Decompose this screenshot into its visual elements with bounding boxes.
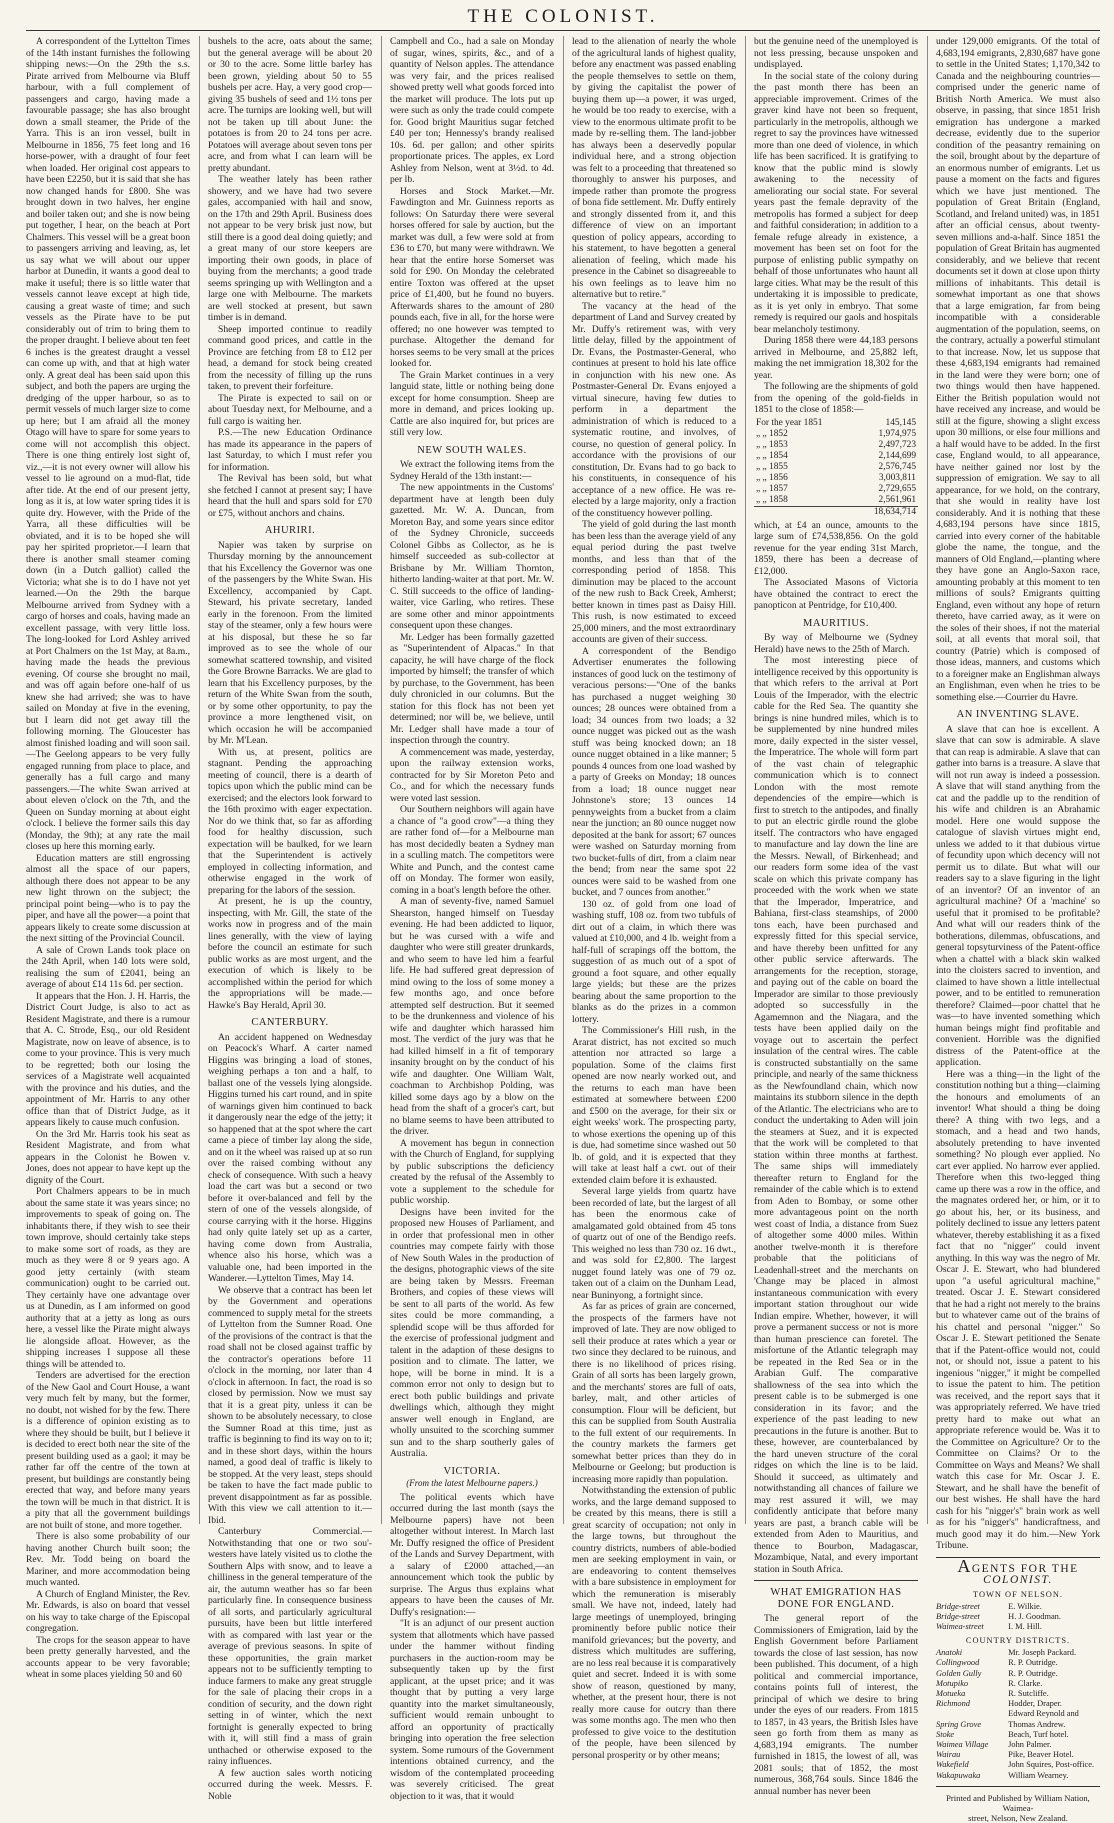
agent-place: Stoke (936, 1729, 955, 1739)
article-paragraph: The most interesting piece of intelligence received by this opportunity is that which refers to the arrival at Port Louis of the Imperador, with the electric cable for the Red Sea. The quantity she brings is nine hundred miles, which is to be supplemented by nine hundred miles more, daily expected in the sister vessel, the Imperatrice. The whole will form part of the vast chain of telegraphic communication which is to connect London with the most remote dependencies of the empire—which is first to stretch to the antipodes, and finally to put an electric girdle round the globe itself. The contractors who have engaged to manufacture and lay down the line are the Messrs. Newall, of Birkenhead; and our readers form some idea of the vast scale on which this private company has proceeded with the work when we state that the Imperador, Imperatrice, and Bahiana, first-class steamships, of 2000 tons each, have been purchased and expressly fitted for this special service, and have thereby been unfitted for any other public service afterwards. The arrangements for the reception, storage, and paying out of the cable on board the Imperador are similar to those previously adopted so successfully in the Agamemnon and the Niagara, and the tests have been applied daily on the voyage out to ascertain the perfect insulation of the central wires. The cable is constructed substantially on the same principle, and nearly of the same thickness as the Newfoundland chain, which now maintains its stubborn silence in the depth of the Atlantic. The electricians who are to conduct the undertaking to Aden will join the steamers at Suez, and it is expected that the work will be completed to that station within three months at farthest. The same ships will immediately thereafter return to England for the remainder of the cable which is to extend from Aden to Bombay, or some other more advantageous point on the north west coast of India, a distance from Suez of altogether some 4000 miles. Within another twelve-month it is therefore probable that the politicians of Leadenhall-street and the merchants on 'Change may be placed in almost instantaneous communication with every important station throughout our wide Indian empire. Whether, however, it will prove a permanent success or not is more than human prescience can foretel. The misfortune of the Atlantic telegraph may be repeated in the Red Sea or in the Arabian Gulf. The comparative shallowness of the sea into which the present cable is to be submerged is one consideration in its favor; and the experience of the past leading to new precautions in the future is another. But to these, however, are counterbalanced by the hard uneven structure of the coral ridges on which the line is to be laid. Should it succeed, as ultimately and notwithstanding all chances of failure we may rest assured it will, we may confidently anticipate that before many years are past, a branch cable will be extended from Aden to Mauritius, and thence to Bourbon, Madagascar, Mozambique, Natal, and every important station in South Africa. (754, 655, 918, 1575)
article-paragraph: Here was a thing—in the light of the constitution nothing but a thing—claiming the honours and emoluments of an inventor! What should a thing be doing there? A thing with two legs, and a stomach, and a head and two hands, absolutely pretending to have invented something? No plough ever applied. No cart ever applied. No harrow ever applied. Therefore when this two-legged thing came up there was a row in the office, and the magnates ordered her, or him, or it to go about his, her, or its business, and politely declined to issue any letters patent whatever, thereby establishing it as a fixed fact that no "nigger" could invent anything. In this way was the negro of Mr. Oscar J. E. Stewart, who had blundered upon "a useful agricultural machine," treated. Oscar J. E. Stewart considered that he had a right not merely to the brains but to whatever came out of the brains of his chattel and personal "nigger." So Oscar J. E. Stewart petitioned the Senate that if the Patent-office would not, could not, or should not, issue a patent to his ingenious "nigger," it might be compelled to issue the patent to him. The petition was received, and the report says that it was appropriately referred. We have tried pretty hard to make out what an appropriate reference would be. Was it to the Committee on Agriculture? Or to the Committee on Claims? Or to the Committee on Ways and Means? We shall watch this case for Mr. Oscar J. E. Stewart, and he shall have the benefit of our best wishes. He shall have the hard cash for his "nigger's" brain work as well as for his "nigger's" handicraftness, and much good may it do him.—New York Tribune. (936, 1068, 1100, 1551)
row-value: 2,561,961 (878, 494, 916, 505)
printer-imprint (936, 1793, 1100, 1823)
agent-row (936, 1658, 1100, 1668)
agent-place: Anatoki (936, 1648, 963, 1658)
agent-name: John Palmer. (1008, 1739, 1052, 1749)
column-6 (927, 36, 1100, 1823)
row-value: 2,144,699 (878, 450, 916, 461)
article-paragraph: The weather lately has been rather showery, and we have had two severe gales, accompanied with hail and snow, on the 17th and 29th April. Business does not appear to be very brisk just now, but still there is a good deal doing quietly; and a great many of our store keepers are importing their own goods, in place of buying from the merchants; a good trade seems springing up with Wellington and a large one with Melbourne. The markets are well stocked at present, but sawn timber is in demand. (208, 174, 372, 323)
section-divider (754, 1580, 918, 1581)
section-heading: CANTERBURY. (251, 1017, 329, 1028)
agent-name: Hodder, Draper. (1008, 1699, 1063, 1709)
article-paragraph: A few auction sales worth noticing occurred during the week. Messrs. F. Noble (208, 1767, 372, 1802)
article-paragraph: The vacancy at the head of the department of Land and Survey created by Mr. Duffy's retirement was, with very little delay, filled by the appointment of Dr. Evans, the Postmaster-General, who continues at present to hold his late office in conjunction with his new one. As Postmaster-General Dr. Evans enjoyed a virtual sinecure, having few duties to perform in a department the administration of which is reduced to a systematic routine, and involves, of course, no question of general policy. In accordance with the provisions of our constitution, Dr. Evans had to go back to his constituents, in consequence of his acceptance of a new office. He was re-elected by a large majority, only a fraction of the constituency however polling. (572, 300, 736, 519)
imprint-line: Printed and Published by William Nation, Waimea- (946, 1792, 1090, 1813)
article-paragraph: lead to the alienation of nearly the whole of the agricultural lands of highest quality, before any enactment was passed enabling the people themselves to settle on them, by giving the capitalist the power of buying them up—a power, it was urged, he would be too ready to exercise, with a view to the enormous ultimate profit to be made by re-selling them. The land-jobber has always been a deservedly popular individual here, and a strong objection was felt to a proceeding that threatened so thoroughly to answer his purposes, and impede rather than promote the progress of bona fide settlement. Mr. Duffy entirely and strongly dissented from it, and this difference of view on an important question of policy appears, according to his statement, to have begotten a general alienation of feeling, which made his presence in the Cabinet so disagreeable to his own feelings as to leave him no alternative but to retire." (572, 36, 736, 300)
table-row (754, 451, 918, 462)
table-row (754, 418, 918, 429)
agent-name: Edward Reynold and (1008, 1709, 1079, 1719)
agent-row (936, 1760, 1100, 1770)
article-paragraph: On the 3rd Mr. Harris took his seat as Resident Magistrate, and from what appears in the Colonist he Bowen v. Jones, does not appear to have kept up the dignity of the Court. (26, 1128, 190, 1186)
agent-name: William Wearney. (1008, 1770, 1069, 1780)
agent-row (936, 1709, 1100, 1719)
agent-row (936, 1689, 1100, 1699)
column-5 (745, 36, 919, 1797)
article-paragraph: Our Southern neighbors will again have a chance of "a good crow"—a thing they are rather fond of—for a Melbourne man has most decidedly beaten a Sydney man in a sculling match. The competitors were White and Punch, and the contest came off on Monday. The former won easily, coming in a boat's length before the other. (390, 804, 554, 896)
masthead-rule (26, 30, 1100, 31)
row-label: „ „ 1854 (756, 450, 788, 461)
article-paragraph: Several large yields from quartz have been recorded of late, but the largest of all has been the enormous cake of amalgamated gold obtained from 45 tons of quartz out of one of the Bendigo reefs. This weighed no less than 730 oz. 16 dwt., and was sold for £2,800. The largest nugget found lately was one of 79 oz. taken out of a claim on the Dunham Lead, near Buninyong, a fortnight since. (572, 1186, 736, 1301)
article-paragraph: 130 oz. of gold from one load of washing stuff, 108 oz. from two tubfuls of dirt out of a claim, in which there was valued at £10,000, and 4 lb. weight from a half-full of scrapings off the bottom, the suggestion of as much out of a spot of ground a foot square, and other equally large yields; but these are the prizes bearing about the same proportion to the blanks as do the prizes in a common lottery. (572, 898, 736, 1025)
article-paragraph: During 1858 there were 44,183 persons arrived in Melbourne, and 25,882 left, making the net immigration 18,302 for the year. (754, 335, 918, 381)
article-paragraph: The yield of gold during the last month has been less than the average yield of any equal period during the past twelve months, and less than that of the corresponding period of 1858. This diminution may be placed to the account of the new rush to Back Creek, Amherst; better known in times past as Daisy Hill. This rush, is now estimated to exceed 25,000 miners, and the most extraordinary accounts are given of their success. (572, 519, 736, 645)
article-paragraph: A movement has begun in connection with the Church of England, for supplying by public subscriptions the deficiency created by the refusal of the Assembly to vote a supplement to the schedule for public worship. (390, 1137, 554, 1206)
article-paragraph: bushels to the acre, oats about the same; but the general average will be about 20 or 30 to the acre. Some little barley has been grown, yielding about 50 to 55 bushels per acre. Hay, a very good crop—giving 35 bushels of seed and 1½ tons per acre. The turnips are looking well, but will not be taken up till about June: the potatoes is from 20 to 24 tons per acre. Potatoes will average about seven tons per acre, and from what I can learn will be pretty abundant. (208, 36, 372, 174)
town-agents-list (936, 1602, 1100, 1633)
agent-name: Pike, Beaver Hotel. (1008, 1750, 1074, 1760)
article-paragraph: A man of seventy-five, named Samuel Shearston, hanged himself on Tuesday evening. He had been addicted to liquor, but he was cursed with a wife and daughter who were still greater drunkards, and who seem to have led him a fearful life. He had suffered great depression of mind owing to the loss of some money a few months ago, and once before attempted self destruction. But it seemed to be the drunkenness and violence of his wife and daughter which harassed him most. The verdict of the jury was that he had killed himself in a fit of temporary insanity brought on by the conduct of his wife and daughter. One William Walt, coachman to Archbishop Polding, was killed some days ago by a blow on the head from the shaft of a grocer's cart, but no blame seems to have been attributed to the driver. (390, 896, 554, 1137)
article-paragraph: In the social state of the colony during the past month there has been an appreciable improvement. Crimes of the graver kind have not been so frequent, particularly in the metropolis, although we regret to say the provinces have witnessed more than one deed of violence, in which life has been sacrificed. It is gratifying to know that the public mind is slowly awakening to the necessity of ameliorating our social state. For several years past the female depravity of the metropolis has formed a subject for deep and faithful consideration; in addition to a female refuge already in existence, a movement has been set on foot for the purpose of enlisting public sympathy on behalf of those unfortunates who haunt all large cities. What may be the result of this undertaking it is impossible to predicate, as it is yet only in embryo. That some remedy is required our gaols and hospitals bear melancholy testimony. (754, 70, 918, 335)
article-paragraph: but the genuine need of the unemployed is not less pressing, because unspoken and undisplayed. (754, 36, 918, 70)
table-row (754, 440, 918, 451)
article-paragraph: The following are the shipments of gold from the opening of the gold-fields in 1851 to the close of 1858:— (754, 381, 919, 415)
agent-row (936, 1720, 1100, 1730)
article-paragraph: The Grain Market continues in a very languid state, little or nothing being done except for home consumption. Sheep are more in demand, and prices looking up. Cattle are also inquired for, but prices are still very low. (390, 369, 554, 438)
agent-name: John Squires, Post-office. (1008, 1760, 1095, 1770)
table-row (754, 429, 918, 440)
column-2 (199, 36, 372, 1802)
row-label: „ „ 1856 (756, 472, 788, 483)
table-total-row (754, 506, 918, 518)
article-columns (26, 36, 1100, 1823)
agent-name: R. P. Outridge. (1008, 1668, 1058, 1678)
column-4 (563, 36, 737, 1761)
agent-row (936, 1740, 1100, 1750)
agent-name: R. Sutcliffe. (1008, 1688, 1049, 1698)
article-paragraph: Education matters are still engrossing almost all the space of our papers, although there does not appear to be any new light thrown on the subject; the principal point being—who is to pay the piper, and have all the power—a point that appears likely to create some discussion at the next sitting of the Provincial Council. (26, 852, 190, 944)
article-paragraph: Sheep imported continue to readily command good prices, and cattle in the Province are fetching from £8 to £12 per head, a demand for stock being created from the necessity of filling up the runs taken, to prevent their forfeiture. (208, 323, 372, 392)
article-paragraph: It appears that the Hon. J. H. Harris, the District Court Judge, is also to act as Resident Magistrate, and there is a rumour that A. C. Strode, Esq., our old Resident Magistrate, now on leave of absence, is to come to your province. This is very much to be regretted; both our losing the services of a Magistrate well acquainted with the province and his duties, and the appointment of Mr. Harris to any other office than that of District Judge, as it appears likely to cause much confusion. (26, 990, 190, 1128)
country-agents-list (936, 1648, 1100, 1781)
section-heading: AHURIRI. (264, 525, 316, 536)
row-label: „ „ 1858 (756, 494, 788, 505)
article-paragraph: By way of Melbourne we (Sydney Herald) have news to the 25th of March. (754, 632, 918, 655)
row-value: 3,003,811 (878, 472, 916, 483)
section-heading: AN INVENTING SLAVE. (956, 709, 1080, 720)
agent-row (936, 1730, 1100, 1740)
agent-name: R. Clarke. (1008, 1678, 1043, 1688)
agents-subtitle-country: COUNTRY DISTRICTS. (965, 1635, 1071, 1645)
article-paragraph: Port Chalmers appears to be in much about the same state it was years since; no improvements to speak of going on. The inhabitants there, if they wish to see their town improve, should certainly take steps to make some sort of roads, as they are much as they were 8 or 9 years ago. A good jetty certainly (with steam communication) ought to be carried out. They certainly have one advantage over us at Dunedin, as I am informed on good authority that at a jetty as long as ours here, a vessel like the Pirate might always lie alongside afloat. However, as the shipping increases I suppose all these things will be attended to. (26, 1186, 190, 1370)
article-paragraph: Horses and Stock Market.—Mr. Fawdington and Mr. Guinness reports as follows: On Saturday there were several horses offered for sale by auction, but the market was dull, a few were sold at from £36 to £70, but many were withdrawn. We hear that the entire horse Somerset was sold for £90. On Monday the celebrated entire Toxton was offered at the upset price of £1,400, but he found no buyers. Afterwards shares to the amount of 280 pounds each, five in all, for the horse were offered; no one however was tempted to purchase. Altogether the demand for horses seems to be very small at the prices looked for. (390, 185, 554, 369)
agents-title (936, 1555, 1100, 1587)
article-paragraph: A commencement was made, yesterday, upon the railway extension works, contracted for by Sir Moreton Peto and Co., and for which the necessary funds were voted last session. (390, 746, 554, 804)
article-paragraph: Campbell and Co., had a sale on Monday of sugar, wines, spirits, &c., and of a quantity of Nelson apples. The attendance was very fair, and the prices realised showed pretty well what goods forced into the market will produce. The lots put up were such as only the trade could compete for. Good bright Mauritius sugar fetched £40 per ton; Hennessy's brandy realised 10s. 6d. per gallon; and other spirits proportionate prices. The apples, ex Lord Ashley from Nelson, went at 3½d. to 4d. per lb. (390, 36, 554, 185)
imprint-line: street, Nelson, New Zealand. (968, 1812, 1068, 1823)
agents-subtitle-town: TOWN OF NELSON. (973, 1589, 1063, 1599)
article-paragraph: With us, at present, politics are stagnant. Pending the approaching meeting of council, there is a dearth of topics upon which the public mind can be exercised; and the electors look forward to the 16th proximo with eager expectation. Nor do we think that, so far as affording food for healthy discussion, such expectation will be baulked, for we learn that the Superintendent is actively employed in collecting information, and otherwise engaged in the work of preparing for the labors of the session. (208, 746, 372, 896)
agent-name: E. Wilkie. (1008, 1602, 1042, 1611)
article-paragraph: P.S.—The new Education Ordinance has made its appearance in the papers of last Saturday, to which I must refer you for information. (208, 427, 372, 473)
article-paragraph: A slave that can hoe is excellent. A slave that can sow is admirable. A slave that can reap is admirable. A slave that can gather into barns is a treasure. A slave that will not run away is indeed a possession. A slave that will stand anything from the cat and the paddle up to the rendition of his wife and children is an Abrahamic model. Here one would suppose the catalogue of slavish virtues might end, unless we added to it that dubious virtue of fecundity upon which decency will not permit us to dilate. But what will our readers say to a slave figuring in the light of an inventor? Of an inventor of an agricultural machine? Of a 'machine' so useful that it promised to be profitable? And what will our readers think of the botherations, dilemmas, obfuscations, and general topsyturviness of the Patent-office when a chattel with a black skin walked into the cloisters sacred to invention, and claimed to have shown a little intellectual power, and to be entitled to remuneration therefore? Claimed—poor chattel that he was—to have invented something which human beings might find profitable and convenient. Horrible was the dignified distress of the Patent-office at the application. (936, 723, 1100, 1068)
article-paragraph: The Associated Masons of Victoria have obtained the contract to erect the panopticon at Pentridge, for £10,400. (754, 577, 918, 611)
agent-place: Waimea Village (936, 1739, 989, 1749)
agent-name: R. P. Outridge. (1008, 1658, 1058, 1668)
agent-place: Collingwood (936, 1658, 980, 1668)
row-value: 1,974,975 (878, 428, 916, 439)
agent-place: Richmond (936, 1699, 970, 1709)
agents-initial: A (957, 1555, 972, 1576)
agent-name: I. M. Hill. (1008, 1622, 1042, 1632)
article-paragraph: We extract the following items from the Sydney Herald of the 13th instant:— (390, 459, 554, 482)
agent-place: Bridge-street (936, 1612, 980, 1622)
agent-row (936, 1679, 1100, 1689)
article-paragraph: under 129,000 emigrants. Of the total of 4,683,194 emigrants, 2,830,687 have gone to settle in the United States; 1,170,342 to Canada and the neighbouring countries—comprised under the generic name of British North America. We must also observe, in passing, that since 1851 Irish emigration has undergone a marked decrease, evidently due to the superior condition of the peasantry remaining on the soil, brought about by the departure of an enormous number of emigrants. Let us pause a moment on the facts and figures which we have just mentioned. The population of Great Britain (England, Scotland, and Ireland united) was, in 1851 after an official census, about twenty-seven millions and-a-half. Since 1851 the population of Great Britain has augmented considerably, and we believe that recent documents set it down at close upon thirty millions of inhabitants. This detail is somewhat important as one that shows that a large emigration, far from being incompatible with a considerable augmentation of the population, seems, on the contrary, actually a powerful stimulant to that increase. Now, let us suppose that these 4,683,194 emigrants had remained in the land were they were born; one of two things would then have happened. Either the British population would not have received any increase, and would be still at the figure, showing a slight excess upon 30 millions, or else four millions and a half would have to be added. In the first case, England would, to all appearance, have neither gained nor lost by the suppression of emigration. We say to all appearance, for we hold, on the contrary, that she would in reality have lost considerably. And it is nothing that these 4,683,194 persons have since 1815, carried into every corner of the habitable globe the name, the tongue, and the manners of Old England,—planting where they have gone an Anglo-Saxon race, amounting probably at this moment to ten millions of souls? Emigrants quitting England, even without any hope of return thereto, have carried away, as it were on the soles of their shoes, if not the material soil, at all events that moral soil, that country (Patrie) which is composed of those ideas, manners, and customs which to a foreigner make an Englishman always an Englishman, even when he tries to be something else.—Courrier du Havre. (936, 36, 1100, 703)
article-paragraph: Canterbury Commercial.— Notwithstanding that one or two sou'-westers have lately visited us to clothe the Southern Alps with snow, and to leave a chilliness in the general temperature of the air, the autumn weather has so far been particularly fine. In consequence business of all sorts, and particularly agricultural pursuits, have been but little interfered with as compared with last year or the average of previous seasons. In spite of these opportunities, the grain market appears not to be sufficiently tempting to induce farmers to make any great struggle for the sale of placing their crops in a condition of security, and the down right setting in of winter, which the next fortnight is generally expected to bring with it, will still find a mass of grain unthached or otherwise exposed to the rainy influences. (208, 1526, 372, 1767)
row-label: „ „ 1853 (756, 439, 788, 450)
row-label: „ „ 1852 (756, 428, 788, 439)
article-paragraph: Mr. Ledger has been formally gazetted as "Superintendent of Alpacas." In that capacity, he will have charge of the flock imported by himself; the transfer of which by purchase, to the Government, has been duly chronicled in our columns. But the station for this flock has not been yet determined; nor will be, we believe, until Mr. Ledger shall have made a tour of inspection through the country. (390, 631, 554, 746)
agents-title-text: GENTS FOR THE (971, 1562, 1079, 1575)
agent-place: Waimea-street (936, 1622, 984, 1632)
article-paragraph: The crops for the season appear to have been pretty generally harvested, and the accounts appear to be very favorable; wheat in some places yielding 50 and 60 (26, 1634, 190, 1680)
article-paragraph: There is also some probability of our having another Church built soon; the Rev. Mr. Todd being on board the Mariner, and more accommodation being much wanted. (26, 1531, 190, 1588)
article-paragraph: A Church of England Minister, the Rev. Mr. Edwards, is also on board that vessel on his way to take charge of the Episcopal congregation. (26, 1588, 190, 1634)
row-label: For the year 1851 (756, 417, 823, 428)
column-3 (381, 36, 554, 1802)
agent-place: Motupiko (936, 1678, 969, 1688)
agent-row (936, 1771, 1100, 1781)
section-heading: MAURITIUS. (803, 617, 869, 629)
article-paragraph: "It is an adjunct of our present auction system that allotments which have passed under the hammer without finding purchasers in the auction-room may be subsequently taken up by the first applicant, at the upset price; and it was thought that by putting a very large quantity into the market simultaneously, sufficient would remain unbought to afford an opportunity of practically bringing into operation the free selection system. Some rumours of the Government intentions obtained currency, and the wisdom of the contemplated proceeding was severely criticised. The great objection to it was, that it would (390, 1618, 554, 1802)
section-heading: WHAT EMIGRATION HAS DONE FOR ENGLAND. (770, 1587, 902, 1610)
article-paragraph: The Pirate is expected to sail on or about Tuesday next, for Melbourne, and a full cargo is waiting her. (208, 392, 372, 427)
row-value: 2,576,745 (878, 461, 916, 472)
table-row (754, 473, 918, 484)
agent-place: Motueka (936, 1688, 966, 1698)
page-title: THE COLONIST. (467, 6, 659, 27)
agent-place: Wakapuwaka (936, 1770, 981, 1780)
article-paragraph: The political events which have occurred during the last month (says the Melbourne papers) have not been altogether without interest. In March last Mr. Duffy resigned the office of President of the Lands and Survey Department, with a salary of £2000 attached,—an announcement which took the public by surprise. The Argus thus explains what appears to have been the causes of Mr. Duffy's resignation:— (390, 1491, 554, 1618)
article-paragraph: Notwithstanding the extension of public works, and the large demand supposed to be created by this means, there is still a great scarcity of occupation; not only in the large towns, but throughout the country districts, numbers of able-bodied men are seeking employment in vain, or are endeavoring to content themselves with a bare subsistence in employment for which the remuneration is miserably small. We have not, indeed, lately had large meetings of unemployed, bringing prominently before public notice their manifold grievances; but the poverty, and distress which multitudes are suffering, are no less real because it is comparatively quiet and secret. Indeed it is with some show of reason, questioned by many, whether, at the present hour, there is not really more cause for outcry than there was some months ago. The men who then professed to give voice to the destitution of the people, have been silenced by personal prosperity or by other means; (572, 1485, 737, 1761)
article-paragraph: A sale of Crown Lands took place on the 24th April, when 140 lots were sold, realising the sum of £2041, being an average of about £14 11s 6d. per section. (26, 944, 190, 990)
row-label: „ „ 1855 (756, 461, 788, 472)
agent-row (936, 1699, 1100, 1709)
agent-place (936, 1709, 1008, 1719)
agent-name: Beach, Turf hotel. (1008, 1729, 1069, 1739)
agent-row (936, 1750, 1100, 1760)
article-paragraph: The Commissioner's Hill rush, in the Ararat district, has not excited so much attention nor attracted so large a population. Some of the claims first opened are now nearly worked out, and the returns to each man have been estimated at somewhere between £200 and £500 on the average, for their six or eight weeks' work. The prospecting party, to whose exertions the opening up of this is due, had sometime since washed out 50 lb. of gold, and it is expected that they will take at least half a cwt. out of their extended claim before it is exhausted. (572, 1025, 736, 1186)
row-value: 145,145 (885, 417, 916, 428)
column-1 (26, 36, 190, 1680)
row-label: „ „ 1857 (756, 483, 788, 494)
section-subheading: (From the latest Melbourne papers.) (406, 1478, 538, 1488)
table-row (754, 495, 918, 507)
masthead (26, 0, 1100, 36)
article-paragraph: We observe that a contract has been let by the Government and operations commenced to supply metal for the streets of Lyttelton from the Sumner Road. One of the provisions of the contract is that the road shall not be closed against traffic by the contractor's operations before 11 o'clock in the morning, nor later than 4 o'clock in afternoon. In fact, the road is so closed by permission. Now we must say that it is a great pity, unless it can be shown to be absolutely necessary, to close the Sumner Road at this time, just as traffic is beginning to find its way on to it; and in these short days, within the hours named, a good deal of traffic is likely to be stopped. At the very least, steps should be taken to have the fact made public to prevent disappointment as far as possible. With this view we call attention to it.—Ibid. (208, 1284, 372, 1526)
article-paragraph: The Revival has been sold, but what she fetched I cannot at present say; I have heard that the hull and spars sold for £70 or £75, without anchors and chains. (208, 473, 372, 519)
table-row (754, 462, 918, 473)
table-row (754, 484, 918, 495)
article-paragraph: which, at £4 an ounce, amounts to the large sum of £74,538,856. On the gold revenue for the year ending 31st March, 1859, there has been a decrease of £12,000. (754, 519, 918, 577)
section-heading: VICTORIA. (443, 1465, 501, 1477)
agent-place: Wairau (936, 1750, 961, 1760)
agent-place: Wakefield (936, 1760, 969, 1770)
article-paragraph: The new appointments in the Customs' department have at length been duly gazetted. Mr. W. A. Duncan, from Moreton Bay, and some years since editor of the Sydney Chronicle, succeeds Colonel Gibbs as Collector, as he is himself succeeded as sub-collector at Brisbane by Mr. William Thornton, hitherto landing-waiter at that port. Mr. W. C. Still succeeds to the office of landing-waiter, vice Garling, who retires. These are some other and minor appointments consequent upon these changes. (390, 482, 554, 631)
article-paragraph: Designs have been invited for the proposed new Houses of Parliament, and in order that professional men in other countries may compete fairly with those of New South Wales in the production of the designs, photographic views of the site are being taken by Messrs. Freeman Brothers, and copies of these views will be sent to all parts of the world. As few sites could be more commanding, a splendid scope will be thus afforded for the exercise of professional judgment and talent in the adaption of these designs to position and to climate. The latter, we hope, will be borne in mind. It is a common error not only to design but to erect both public buildings and private dwellings which, although they might answer well enough in England, are wholly unsuited to the scorching summer sun and to the sharp southerly gales of Australia. (390, 1206, 554, 1459)
article-paragraph: Napier was taken by surprise on Thursday morning by the announcement that his Excellency the Governor was one of the passengers by the White Swan. His Excellency, accompanied by Capt. Steward, his private secretary, landed early in the forenoon. From the limited stay of the steamer, only a few hours were at his disposal, but these he so far improved as to see the whole of our somewhat scattered township, and visited the Gore Browne Barracks. We are glad to learn that his Excellency purposes, by the return of the White Swan from the south, or by some other opportunity, to pay the province a more lengthened visit, on which occasion he will be accompanied by Mr. M'Lean. (208, 539, 372, 746)
article-paragraph: The general report of the Commissioners of Emigration, laid by the English Government before Parliament towards the close of last session, has now been published. This document, of a high political and commercial importance, contains points full of interest, the principal of which we desire to bring under the eyes of our readers. From 1815 to 1857, in 43 years, the British Isles have seen go forth from them as many as 4,683,194 emigrants. The number furnished in 1815, the lowest of all, was 2081 souls; that of 1852, the most numerous, 368,764 souls. Since 1846 the annual number has never been (754, 1613, 918, 1797)
imprint-divider (936, 1786, 1100, 1787)
row-value: 2,729,655 (878, 483, 916, 494)
gold-shipments-table (754, 418, 918, 518)
section-heading: NEW SOUTH WALES. (417, 444, 527, 456)
article-paragraph: Tenders are advertised for the erection of the New Gaol and Court House, a want very much felt by many, but the former, no doubt, not wished for by the few. There is a difference of opinion existing as to where they should be built, but I believe it is decided to erect both near the site of the present building used as a gaol; it may be rather far off the centre of the town at present, but buildings are constantly being erected that way, and before many years the town will be much in that district. It is a pity that all the government buildings are not built of stone, and more together. (26, 1370, 190, 1531)
article-paragraph: A correspondent of the Lyttelton Times of the 14th instant furnishes the following shipping news:—On the 29th the s.s. Pirate arrived from Melbourne via Bluff harbour, with a full complement of passengers and cargo, having made a favourable passage; she has also brought down a small steamer, the Pride of the Yarra. This is an iron vessel, built in Melbourne in 1856, 75 feet long and 16 horse-power, with a draught of four feet when loaded. Her original cost appears to have been £2250, but it is said that she has now changed hands for £800. She was brought down in two halves, her engine and boiler taken out; and she is now being put together, I hear, on the beach at Port Chalmers. This vessel will be a great boon to passengers arriving and leaving, as, let us say what we will about our upper harbor at Dunedin, it wants a good deal to make it useful; there is so little water that vessels cannot leave except at high tide, causing a great waste of time; and such vessels as the Pirate have to be put considerably out of trim to bring them to the proper draught. I believe about ten feet 6 inches is the greatest draught a vessel can come up with, and that at high water only. A great deal has been said upon this subject, and both the papers are urging the dredging of the upper harbour, so as to permit vessels of much larger size to come up here; but I am afraid all the money Otago will have to spare for some years to come will not accomplish this object. There is one thing entirely lost sight of, viz.,—it is not every owner will allow his vessel to lie aground on a mud-flat, tide after tide. At the end of our present jetty, long as it is, at low water spring tides it is quite dry. However, with the Pride of the Yarra, all these difficulties will be obviated, and it is to be hoped she will pay her spirited proprietor.—I learn that there is another small steamer coming down (in a Dutch galliot) called the Victoria; what she is to do I have not yet learned.—On the 29th the barque Melbourne arrived from Sydney with a cargo of horses and coals, having made an excellent passage, with very little loss. The long-looked for Lord Ashley arrived at Port Chalmers on the 1st May, at 8a.m., having made the heads the previous evening. Of course she brought no mail, and was off again before one-half of us knew she had arrived; she was to have sailed on Monday at five in the evening, but I learn did not get away till the following morning. The Gloucester has almost finished loading and will soon sail.—The Geelong appears to be very fully engaged running from place to place, and generally has a full cargo and many passengers.—The white Swan arrived at about eleven o'clock on the 7th, and the Queen on Sunday morning at about eight o'clock. I believe the former sails this day (Monday, the 9th); at any rate the mail closes up here this morning early. (26, 36, 190, 852)
agent-row (936, 1648, 1100, 1658)
agents-paper-name: COLONIST. (983, 1574, 1053, 1586)
article-paragraph: At present, he is up the country, inspecting, with Mr. Gill, the state of the works now in progress and of the main lines generally, with the view of laying before the council an estimate for such public works as are most urgent, and the execution of which is likely to be accomplished within the period for which the appropriations will be made.—Hawke's Bay Herald, April 30. (208, 896, 372, 1011)
agent-place: Bridge-street (936, 1602, 980, 1611)
agent-row (936, 1612, 1100, 1622)
agent-place: Golden Gully (936, 1668, 982, 1678)
row-value: 2,497,723 (878, 439, 916, 450)
agent-name: H. J. Goodman. (1008, 1612, 1061, 1622)
total-label (754, 506, 853, 518)
total-value: 18,634,714 (853, 506, 918, 518)
article-paragraph: A correspondent of the Bendigo Advertiser enumerates the following instances of good luck on the testimony of veracious persons:—"One of the banks has purchased a nugget weighing 30 ounces; 28 ounces were obtained from a load; 34 ounces from two loads; a 32 ounce nugget was picked out as the wash stuff was being knocked down; an 18 ounce nugget obtained in a like manner; 5 pounds 4 ounces from one load washed by a party of Greeks on Monday; 18 ounces from a load; 18 ounce nugget near Johnstone's store; 13 ounces 14 pennyweights from a bucket from a claim near the junction; an 80 ounce nugget now deposited at the bank for assort; 67 ounces were washed on Saturday morning from two bucket-fulls of dirt, from a claim near the bend; from near the same spot 22 ounces were said to be washed from one bucket, and 7 ounces from another." (572, 645, 736, 898)
agent-place: Spring Grove (936, 1719, 982, 1729)
article-paragraph: As far as prices of grain are concerned, the prospects of the farmers have not improved of late. They are now obliged to sell their produce at rates which a year or two since they declared to be ruinous, and there is no likelihood of prices rising. Grain of all sorts has been largely grown, and the merchants' stores are full of oats, barley, malt, and other articles of consumption. Flour will be deficient, but this can be supplied from South Australia to the full extent of our requirements. In the country markets the farmers get somewhat better prices than they do in Melbourne or Geelong; but production is increasing more rapidly than population. (572, 1301, 736, 1485)
article-paragraph: An accident happened on Wednesday on Peacock's Wharf. A carter named Higgins was bringing a load of stones, weighing perhaps a ton and a half, to ballast one of the vessels lying alongside. Higgins turned his cart round, and in spite of warnings given him continued to back it dangerously near the edge of the jetty; it so happened that at the spot where the cart came a piece of timber lay along the side, and on it the wheel was raised up at so run over the raised combing without any check of consequence. With such a heavy load the cart was but a second or two before it over-balanced and fell by the stern of one of the vessels alongside, of course carrying with it the horse. Higgins had only quite lately set up as a carter, having come down from Australia, whence also his horse, which was a valuable one, had been imported in the Wanderer.—Lyttelton Times, May 14. (208, 1031, 372, 1284)
agent-row (936, 1669, 1100, 1679)
agent-name: Thomas Andrew. (1008, 1719, 1066, 1729)
agent-row (936, 1602, 1100, 1612)
agent-name: Mr. Joseph Packard. (1008, 1648, 1077, 1658)
agent-row (936, 1622, 1100, 1632)
